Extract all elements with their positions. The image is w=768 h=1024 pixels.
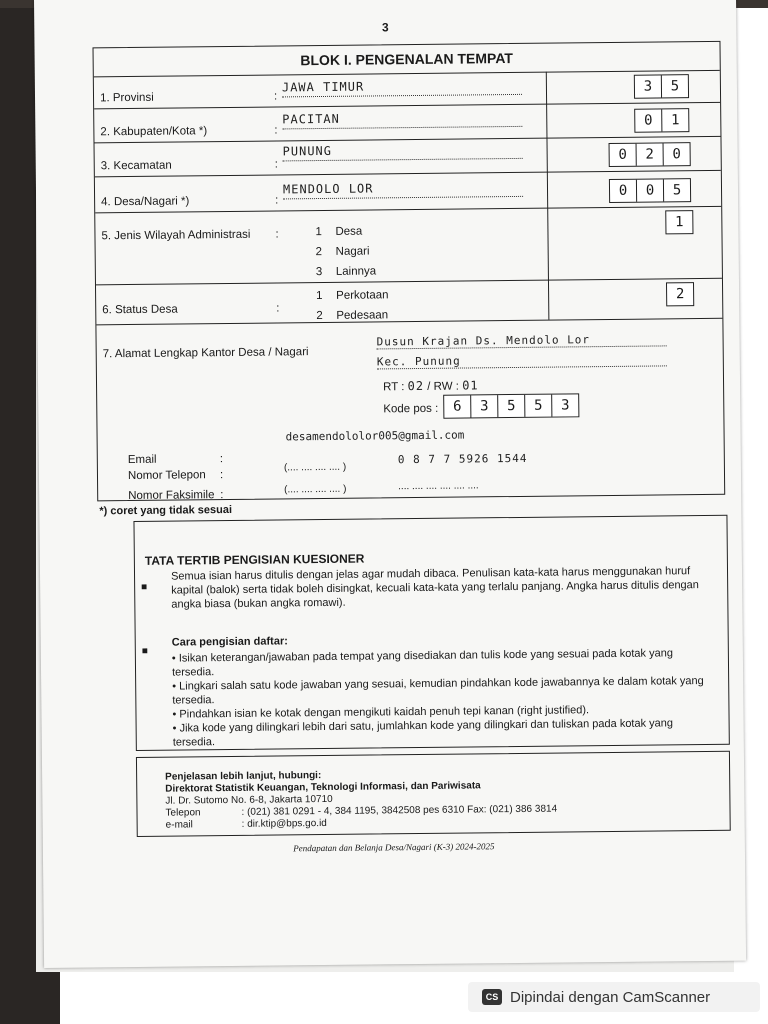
row-kabupaten: 2. Kabupaten/Kota *) : PACITAN 0 1: [94, 102, 720, 144]
cara-item: • Pindahkan isian ke kotak dengan mengikuti kaidah penuh tepi kanan (right justified).: [172, 704, 590, 721]
row-kecamatan: 3. Kecamatan : PUNUNG 0 2 0: [94, 136, 720, 178]
provinsi-code: 3 5: [634, 74, 689, 99]
row-jenis-wilayah: 5. Jenis Wilayah Administrasi : 1 Desa 2 Nagari 3 Lainnya 1: [95, 206, 722, 286]
option-pedesaan: 2 Pedesaan: [316, 309, 389, 323]
kabupaten-code: 0 1: [634, 108, 689, 133]
tata-para1: Semua isian harus ditulis dengan jelas agar mudah dibaca. Penulisan kata-kata harus menggunakan huruf kapital (balok) serta tidak boleh disingkat, kecuali kata-kata yang terlalu panjang. Angka harus ditulis dengan angka biasa (bukan angka romawi).: [170, 565, 699, 611]
rw-value: 01: [462, 378, 479, 393]
cara-item: • Jika kode yang dilingkari lebih dari satu, jumlahkan kode yang dilingkari dan tuliskan pada kotak yang tersedia.: [172, 717, 674, 749]
kodepos-code: 6 3 5 5 3: [443, 393, 579, 418]
block1-title: BLOK I. PENGENALAN TEMPAT: [94, 42, 720, 78]
provinsi-value: JAWA TIMUR: [282, 78, 522, 98]
option-nagari: 2 Nagari: [315, 245, 370, 259]
rt-value: 02: [407, 378, 425, 394]
email-value: desamendololor005@gmail.com: [285, 428, 465, 444]
tata-tertib-title: TATA TERTIB PENGISIAN KUESIONER: [144, 551, 365, 568]
camscanner-logo-icon: CS: [482, 989, 502, 1005]
cara-item: • Lingkari salah satu kode jawaban yang sesuai, kemudian pindahkan kode jawabannya ke dalam kotak yang tersedia.: [172, 675, 704, 707]
row-provinsi: 1. Provinsi : JAWA TIMUR 3 5: [94, 70, 720, 110]
page-footer: Pendapatan dan Belanja Desa/Nagari (K-3) 2024-2025: [293, 841, 495, 854]
alamat-section: 7. Alamat Lengkap Kantor Desa / Nagari Dusun Krajan Ds. Mendolo Lor Kec. Punung RT : 02 / RW : 01 Kode pos : 6 3 5 5 3 desamendololor005@gmail.com Email : Nomor Telepon : (.... .... .... .... ) 0 8 7 7 5926 1544 Nomor Faksimile : (.... .... .... .... ) .... .... .... .... .... ....: [96, 318, 724, 501]
square-bullet-icon: ■: [141, 645, 148, 657]
faks-value: .... .... .... .... .... ....: [398, 480, 479, 493]
camscanner-text: Dipindai dengan CamScanner: [510, 988, 711, 1006]
contact-email: : dir.ktip@bps.go.id: [241, 817, 327, 830]
footnote: *) coret yang tidak sesuai: [99, 503, 233, 518]
option-lainnya: 3 Lainnya: [315, 265, 377, 279]
contact-telepon: : (021) 381 0291 - 4, 384 1195, 3842508 pes 6310 Fax: (021) 386 3814: [241, 803, 558, 818]
cara-title: Cara pengisian daftar:: [171, 635, 288, 649]
option-perkotaan: 1 Perkotaan: [316, 289, 389, 303]
kabupaten-value: PACITAN: [282, 110, 522, 130]
alamat-line2: Kec. Punung: [377, 352, 667, 369]
jenis-wilayah-code: 1: [665, 210, 693, 234]
cara-item: • Isikan keterangan/jawaban pada tempat yang disediakan dan tulis kode yang sesuai pada kotak yang tersedia.: [171, 647, 673, 679]
alamat-line1: Dusun Krajan Ds. Mendolo Lor: [377, 332, 667, 349]
status-desa-code: 2: [666, 282, 694, 306]
contact-box: Penjelasan lebih lanjut, hubungi: Direktorat Statistik Keuangan, Teknologi Informasi, dan Pariwisata Jl. Dr. Sutomo No. 6-8, Jakarta 10710 Telepon : (021) 381 0291 - 4, 384 1195, 3842508 pes 6310 Fax: (021) 386 3814 e-mail : dir.ktip@bps.go.id: [136, 751, 731, 837]
row-desa: 4. Desa/Nagari *) : MENDOLO LOR 0 0 5: [95, 170, 721, 214]
desa-code: 0 0 5: [609, 178, 691, 203]
tata-tertib-box: [133, 515, 729, 751]
kecamatan-value: PUNUNG: [283, 142, 523, 162]
page-number: 3: [381, 20, 389, 35]
desa-value: MENDOLO LOR: [283, 180, 523, 200]
document-page: [34, 0, 746, 968]
row-status-desa: 6. Status Desa : 1 Perkotaan 2 Pedesaan 2: [96, 278, 722, 326]
telepon-value: 0 8 7 7 5926 1544: [397, 451, 528, 467]
option-desa: 1 Desa: [315, 225, 363, 239]
square-bullet-icon: ■: [141, 581, 148, 593]
kecamatan-code: 0 2 0: [609, 142, 691, 167]
camscanner-watermark: [468, 982, 760, 1012]
block1-table: [92, 41, 725, 502]
